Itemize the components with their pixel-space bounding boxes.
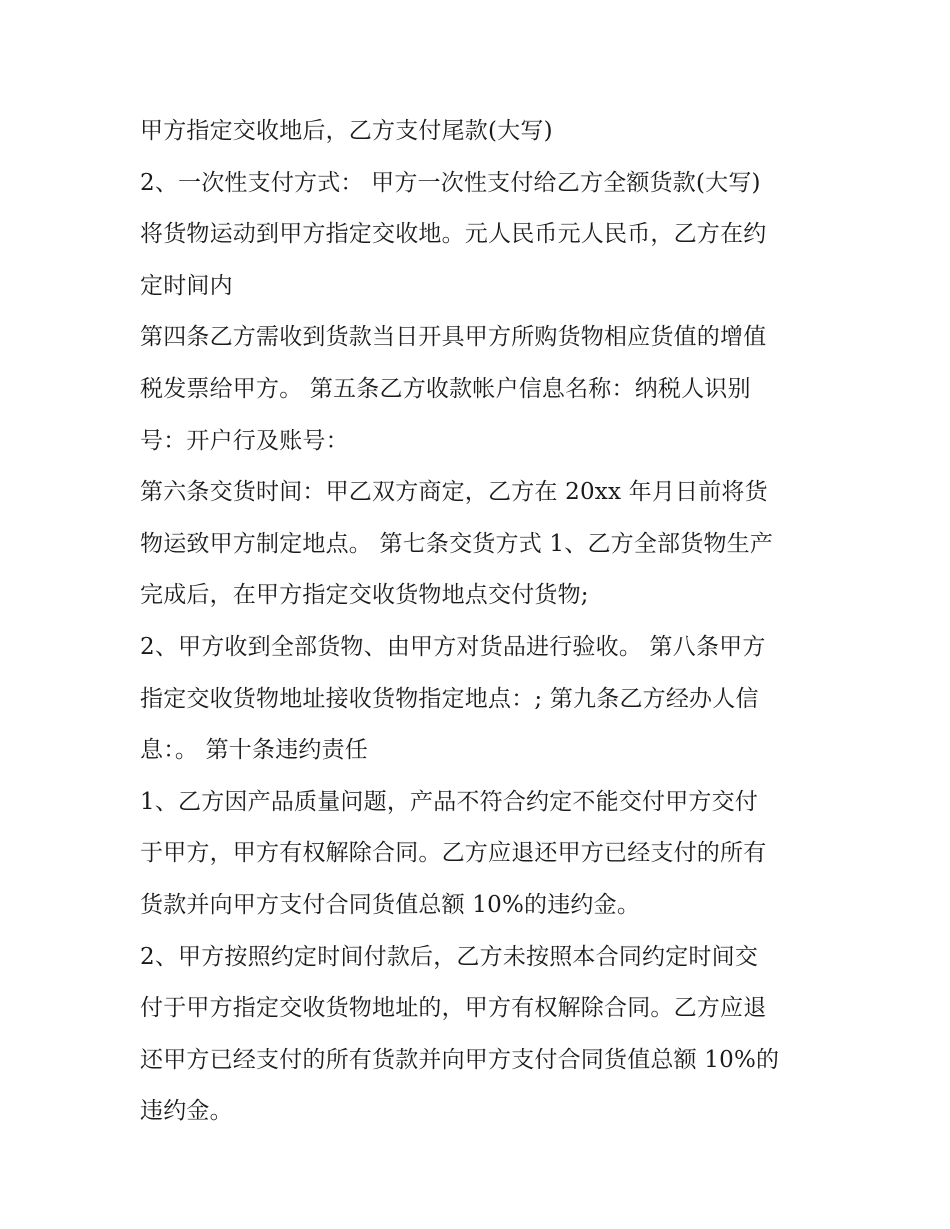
text-line: 甲方指定交收地后，乙方支付尾款(大写) (140, 118, 553, 144)
text-line: 完成后，在甲方指定交收货物地点交付货物; (140, 582, 589, 609)
text-line: 2、甲方收到全部货物、由甲方对货品进行验收。 第八条甲方 (140, 633, 766, 660)
text-line: 2、甲方按照约定时间付款后，乙方未按照本合同约定时间交 (140, 943, 759, 970)
text-line: 付于甲方指定交收货物地址的，甲方有权解除合同。乙方应退 (140, 995, 767, 1022)
text-line: 税发票给甲方。 第五条乙方收款帐户信息名称：纳税人识别 (140, 375, 751, 402)
text-line: 将货物运动到甲方指定交收地。元人民币元人民币，乙方在约 (140, 221, 767, 248)
text-line: 于甲方，甲方有权解除合同。乙方应退还甲方已经支付的所有 (140, 840, 767, 867)
text-line: 1、乙方因产品质量问题，产品不符合约定不能交付甲方交付 (140, 788, 759, 815)
text-line: 定时间内 (140, 272, 233, 299)
document-body (140, 106, 815, 1138)
text-line: 物运致甲方制定地点。 第七条交货方式 1、乙方全部货物生产 (140, 530, 774, 557)
text-line: 还甲方已经支付的所有货款并向甲方支付合同货值总额 10%的 (140, 1046, 780, 1073)
text-line: 违约金。 (140, 1098, 233, 1125)
text-line: 息：。 第十条违约责任 (140, 737, 369, 764)
text-line: 指定交收货物地址接收货物指定地点：; 第九条乙方经办人信 (140, 685, 759, 712)
text-line: 号：开户行及账号： (140, 427, 349, 454)
text-line: 货款并向甲方支付合同货值总额 10%的违约金。 (140, 891, 641, 918)
text-line: 第四条乙方需收到货款当日开具甲方所购货物相应货值的增值 (140, 324, 767, 351)
text-line: 第六条交货时间：甲乙双方商定，乙方在 20xx 年月日前将货 (140, 479, 768, 506)
text-line: 2、一次性支付方式： 甲方一次性支付给乙方全额货款(大写) (140, 169, 761, 196)
